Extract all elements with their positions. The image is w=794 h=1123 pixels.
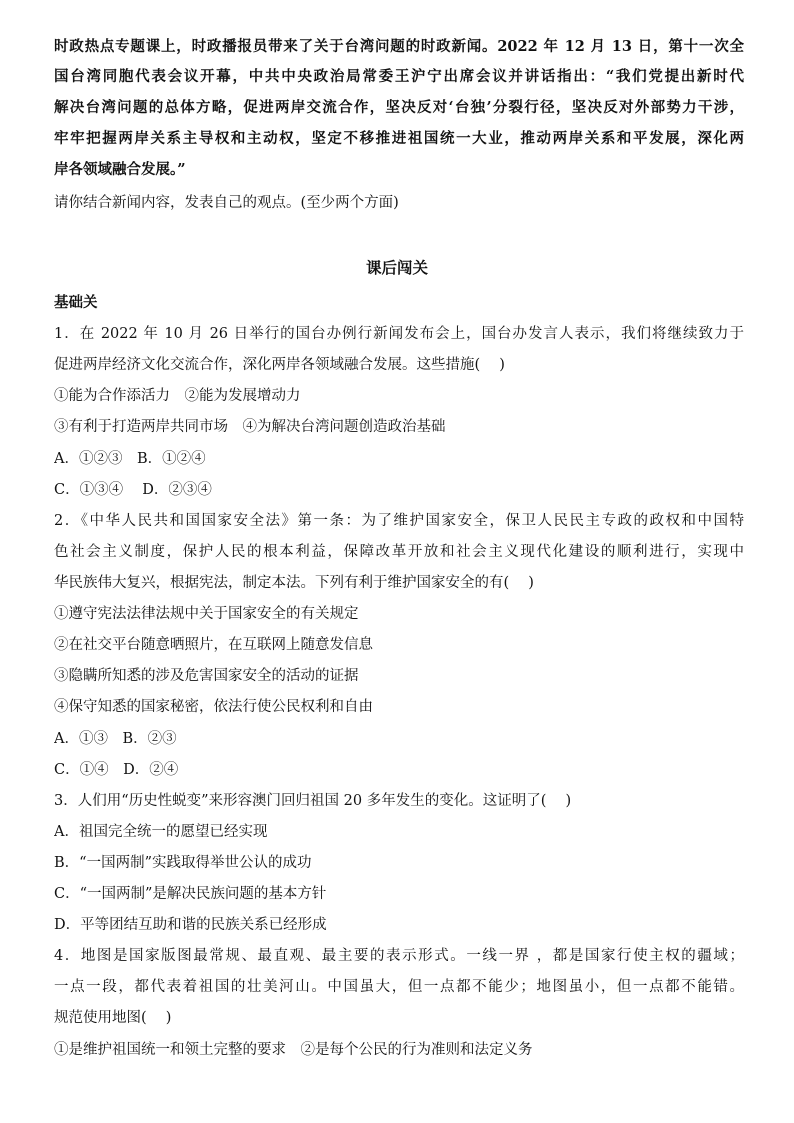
question-2-statement: ②在社交平台随意晒照片，在互联网上随意发信息 [54,637,373,653]
intro-prompt: 请你结合新闻内容，发表自己的观点。(至少两个方面) [54,195,399,211]
question-4-statement: ①是维护祖国统一和领土完整的要求 ②是每个公民的行为准则和法定义务 [54,1042,533,1058]
intro-line: 国台湾同胞代表会议开幕，中共中央政治局常委王沪宁出席会议并讲话指出：“我们党提出新时代 [54,68,744,85]
question-3-option: D．平等团结互助和谐的民族关系已经形成 [54,917,327,933]
intro-line: 时政热点专题课上，时政播报员带来了关于台湾问题的时政新闻。2022 年 12 月 13 日，第十一次全 [54,38,744,55]
question-1-stem: 1．在 2022 年 10 月 26 日举行的国台办例行新闻发布会上，国台办发言人表示，我们将继续致力于 [54,326,744,342]
question-4-stem: 规范使用地图( ) [54,1010,172,1026]
section-title: 课后闯关 [365,258,428,277]
question-3-option: B．“一国两制”实践取得举世公认的成功 [54,855,312,871]
question-1-options: A．①②③ B．①②④ [54,451,206,467]
question-2-stem: 色社会主义制度，保护人民的根本利益，保障改革开放和社会主义现代化建设的顺利进行，实现中 [54,544,744,560]
intro-line: 岸各领域融合发展。” [54,161,186,178]
question-4-stem: 4．地图是国家版图最常规、最直观、最主要的表示形式。一线一界 ，都是国家行使主权的疆域； [54,948,744,964]
question-1-statement: ①能为合作添活力 ②能为发展增动力 [54,388,301,404]
question-3-option: A．祖国完全统一的愿望已经实现 [54,824,268,840]
question-2-statement: ①遵守宪法法律法规中关于国家安全的有关规定 [54,606,359,622]
question-2-statement: ④保守知悉的国家秘密，依法行使公民权利和自由 [54,699,373,715]
question-2-statement: ③隐瞒所知悉的涉及危害国家安全的活动的证据 [54,668,359,684]
question-2-stem: 华民族伟大复兴，根据宪法，制定本法。下列有利于维护国家安全的有( ) [54,575,534,591]
subsection-title: 基础关 [54,294,98,311]
question-2-options: A．①③ B．②③ [54,731,177,747]
question-1-statement: ③有利于打造两岸共同市场 ④为解决台湾问题创造政治基础 [54,419,446,435]
question-2-stem: 2．《中华人民共和国国家安全法》第一条：为了维护国家安全，保卫人民民主专政的政权和中国特 [54,513,744,529]
question-1-stem: 促进两岸经济文化交流合作，深化两岸各领域融合发展。这些措施( ) [54,357,505,373]
intro-line: 牢牢把握两岸关系主导权和主动权，坚定不移推进祖国统一大业，推动两岸关系和平发展，深化两 [54,130,744,147]
question-4-stem: 一点一段，都代表着祖国的壮美河山。中国虽大，但一点都不能少；地图虽小，但一点都不能错。 [54,979,744,995]
question-3-option: C．“一国两制”是解决民族问题的基本方针 [54,886,327,902]
question-1-options: C．①③④ D．②③④ [54,482,212,498]
question-2-options: C．①④ D．②④ [54,762,179,778]
intro-line: 解决台湾问题的总体方略，促进两岸交流合作，坚决反对‘台独’分裂行径，坚决反对外部势力干涉， [54,99,744,116]
question-3-stem: 3．人们用“历史性蜕变”来形容澳门回归祖国 20 多年发生的变化。这证明了( ) [54,793,572,809]
